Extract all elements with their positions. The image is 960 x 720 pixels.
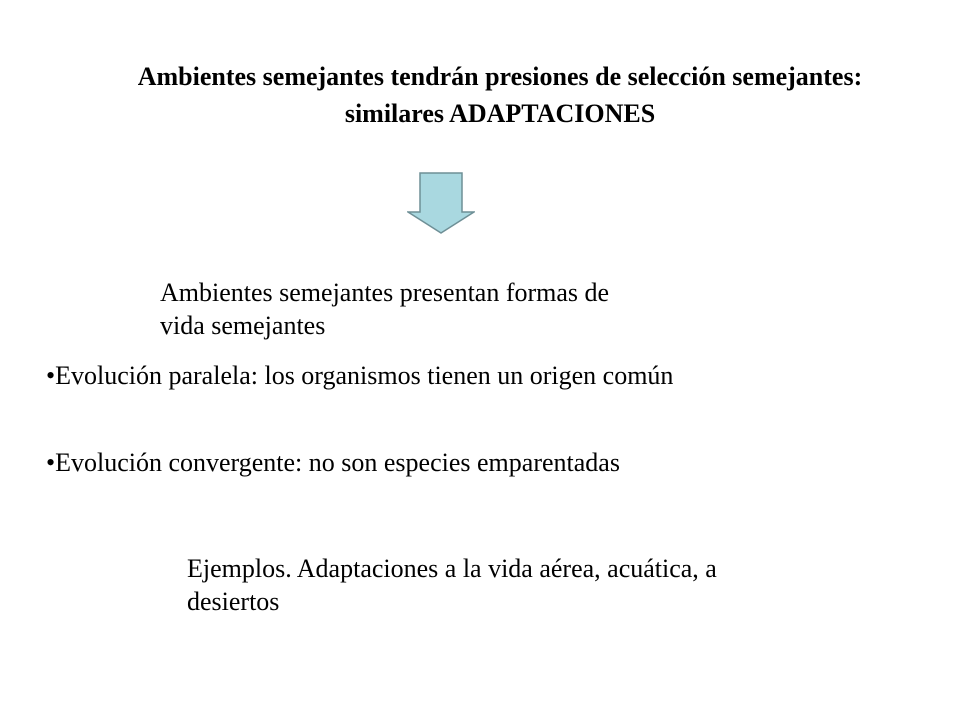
examples-line-2: desiertos bbox=[187, 587, 280, 616]
bullet-text: Evolución convergente: no son especies emparentadas bbox=[55, 448, 620, 477]
bullet-convergent-evolution bbox=[46, 446, 620, 479]
bullet-parallel-evolution bbox=[46, 359, 673, 392]
examples-line-1: Ejemplos. Adaptaciones a la vida aérea, acuática, a bbox=[187, 554, 717, 583]
title-line-2: similares ADAPTACIONES bbox=[344, 99, 656, 128]
statement-line-1: Ambientes semejantes presentan formas de bbox=[160, 278, 610, 307]
bullet-marker: • bbox=[46, 448, 56, 477]
bullet-marker: • bbox=[46, 361, 56, 390]
down-arrow-icon bbox=[407, 172, 475, 234]
statement-line-2: vida semejantes bbox=[160, 311, 326, 340]
statement-text bbox=[160, 276, 609, 342]
bullet-text: Evolución paralela: los organismos tienen un origen común bbox=[55, 361, 674, 390]
examples-text bbox=[187, 552, 717, 618]
slide-title bbox=[40, 58, 960, 132]
title-line-1: Ambientes semejantes tendrán presiones de selección semejantes: bbox=[137, 62, 863, 91]
